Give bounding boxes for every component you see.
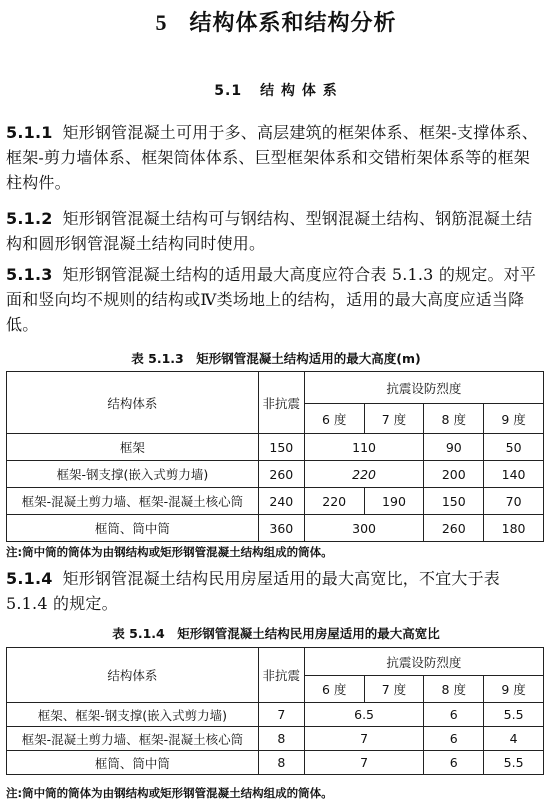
cell-degree-6-7: 300 (304, 515, 424, 542)
chapter-title-text: 结构体系和结构分析 (189, 10, 397, 36)
cell-system: 框架 (7, 434, 259, 461)
cell-degree-6-7: 7 (304, 727, 424, 751)
clause-number: 5.1.1 (6, 123, 53, 142)
cell-degree-6-7: 110 (304, 434, 424, 461)
cell-degree-6: 220 (304, 488, 364, 515)
cell-non-seismic: 260 (258, 461, 304, 488)
cell-degree-9: 180 (484, 515, 544, 542)
clause-text: 矩形钢管混凝土可用于多、高层建筑的框架体系、框架-支撑体系、框架-剪力墙体系、框架筒体体系、巨型框架体系和交错桁架体系等的框架柱构件。 (6, 123, 538, 192)
section-title-text: 结 构 体 系 (260, 83, 338, 99)
header-seismic-group: 抗震设防烈度 (304, 372, 543, 404)
table-5-1-4-note: 注:筒中筒的筒体为由钢结构或矩形钢管混凝土结构组成的筒体。 (6, 786, 333, 800)
table-row (7, 727, 544, 751)
cell-system: 框筒、筒中筒 (7, 515, 259, 542)
table-row (7, 703, 544, 727)
cell-system: 框架-混凝土剪力墙、框架-混凝土核心筒 (7, 727, 259, 751)
header-degree-6: 6 度 (304, 404, 364, 434)
cell-non-seismic: 150 (258, 434, 304, 461)
table-5-1-4 (6, 647, 544, 775)
header-non-seismic: 非抗震 (258, 648, 304, 703)
header-degree-9: 9 度 (484, 404, 544, 434)
table-row (7, 488, 544, 515)
clause-number: 5.1.4 (6, 569, 53, 588)
cell-non-seismic: 360 (258, 515, 304, 542)
table-row (7, 751, 544, 775)
table-row (7, 461, 544, 488)
cell-degree-8: 200 (424, 461, 484, 488)
chapter-title (0, 6, 552, 37)
cell-degree-9: 140 (484, 461, 544, 488)
cell-degree-6-7: 6.5 (304, 703, 424, 727)
clause-5-1-2 (6, 206, 546, 256)
header-degree-6: 6 度 (304, 676, 364, 703)
clause-number: 5.1.2 (6, 209, 53, 228)
cell-degree-9: 4 (484, 727, 544, 751)
header-degree-7: 7 度 (364, 404, 424, 434)
header-degree-9: 9 度 (484, 676, 544, 703)
cell-degree-8: 150 (424, 488, 484, 515)
cell-degree-9: 5.5 (484, 703, 544, 727)
cell-system: 框架-钢支撑(嵌入式剪力墙) (7, 461, 259, 488)
table-5-1-3-caption: 表 5.1.3 矩形钢管混凝土结构适用的最大高度(m) (131, 351, 421, 366)
clause-text: 矩形钢管混凝土结构民用房屋适用的最大高宽比，不宜大于表 5.1.4 的规定。 (6, 569, 500, 613)
section-title (0, 80, 552, 100)
cell-degree-8: 6 (424, 727, 484, 751)
header-system: 结构体系 (7, 372, 259, 434)
header-seismic-group: 抗震设防烈度 (304, 648, 543, 676)
table-row (7, 515, 544, 542)
cell-degree-9: 50 (484, 434, 544, 461)
cell-non-seismic: 240 (258, 488, 304, 515)
header-system: 结构体系 (7, 648, 259, 703)
cell-degree-8: 260 (424, 515, 484, 542)
cell-degree-7: 190 (364, 488, 424, 515)
cell-degree-9: 70 (484, 488, 544, 515)
clause-text: 矩形钢管混凝土结构可与钢结构、型钢混凝土结构、钢筋混凝土结构和圆形钢管混凝土结构同时使用。 (6, 209, 533, 253)
clause-5-1-4 (6, 566, 546, 616)
header-degree-8: 8 度 (424, 676, 484, 703)
clause-text: 矩形钢管混凝土结构的适用最大高度应符合表 5.1.3 的规定。对平面和竖向均不规则的结构或Ⅳ类场地上的结构，适用的最大高度应适当降低。 (6, 265, 537, 334)
cell-degree-8: 6 (424, 751, 484, 775)
cell-degree-8: 90 (424, 434, 484, 461)
cell-non-seismic: 7 (258, 703, 304, 727)
clause-5-1-3 (6, 262, 546, 337)
clause-5-1-1 (6, 120, 546, 195)
header-degree-8: 8 度 (424, 404, 484, 434)
cell-degree-6-7: 220 (304, 461, 424, 488)
cell-degree-8: 6 (424, 703, 484, 727)
table-row (7, 434, 544, 461)
clause-number: 5.1.3 (6, 265, 53, 284)
cell-degree-9: 5.5 (484, 751, 544, 775)
cell-degree-6-7: 7 (304, 751, 424, 775)
section-number: 5.1 (214, 83, 243, 99)
cell-system: 框筒、筒中筒 (7, 751, 259, 775)
table-5-1-3-note: 注:筒中筒的筒体为由钢结构或矩形钢管混凝土结构组成的筒体。 (6, 545, 333, 559)
header-degree-7: 7 度 (364, 676, 424, 703)
chapter-number: 5 (155, 10, 168, 35)
table-5-1-4-caption: 表 5.1.4 矩形钢管混凝土结构民用房屋适用的最大高宽比 (112, 626, 440, 641)
header-non-seismic: 非抗震 (258, 372, 304, 434)
cell-system: 框架、框架-钢支撑(嵌入式剪力墙) (7, 703, 259, 727)
cell-system: 框架-混凝土剪力墙、框架-混凝土核心筒 (7, 488, 259, 515)
cell-non-seismic: 8 (258, 751, 304, 775)
cell-non-seismic: 8 (258, 727, 304, 751)
table-5-1-3 (6, 371, 544, 542)
